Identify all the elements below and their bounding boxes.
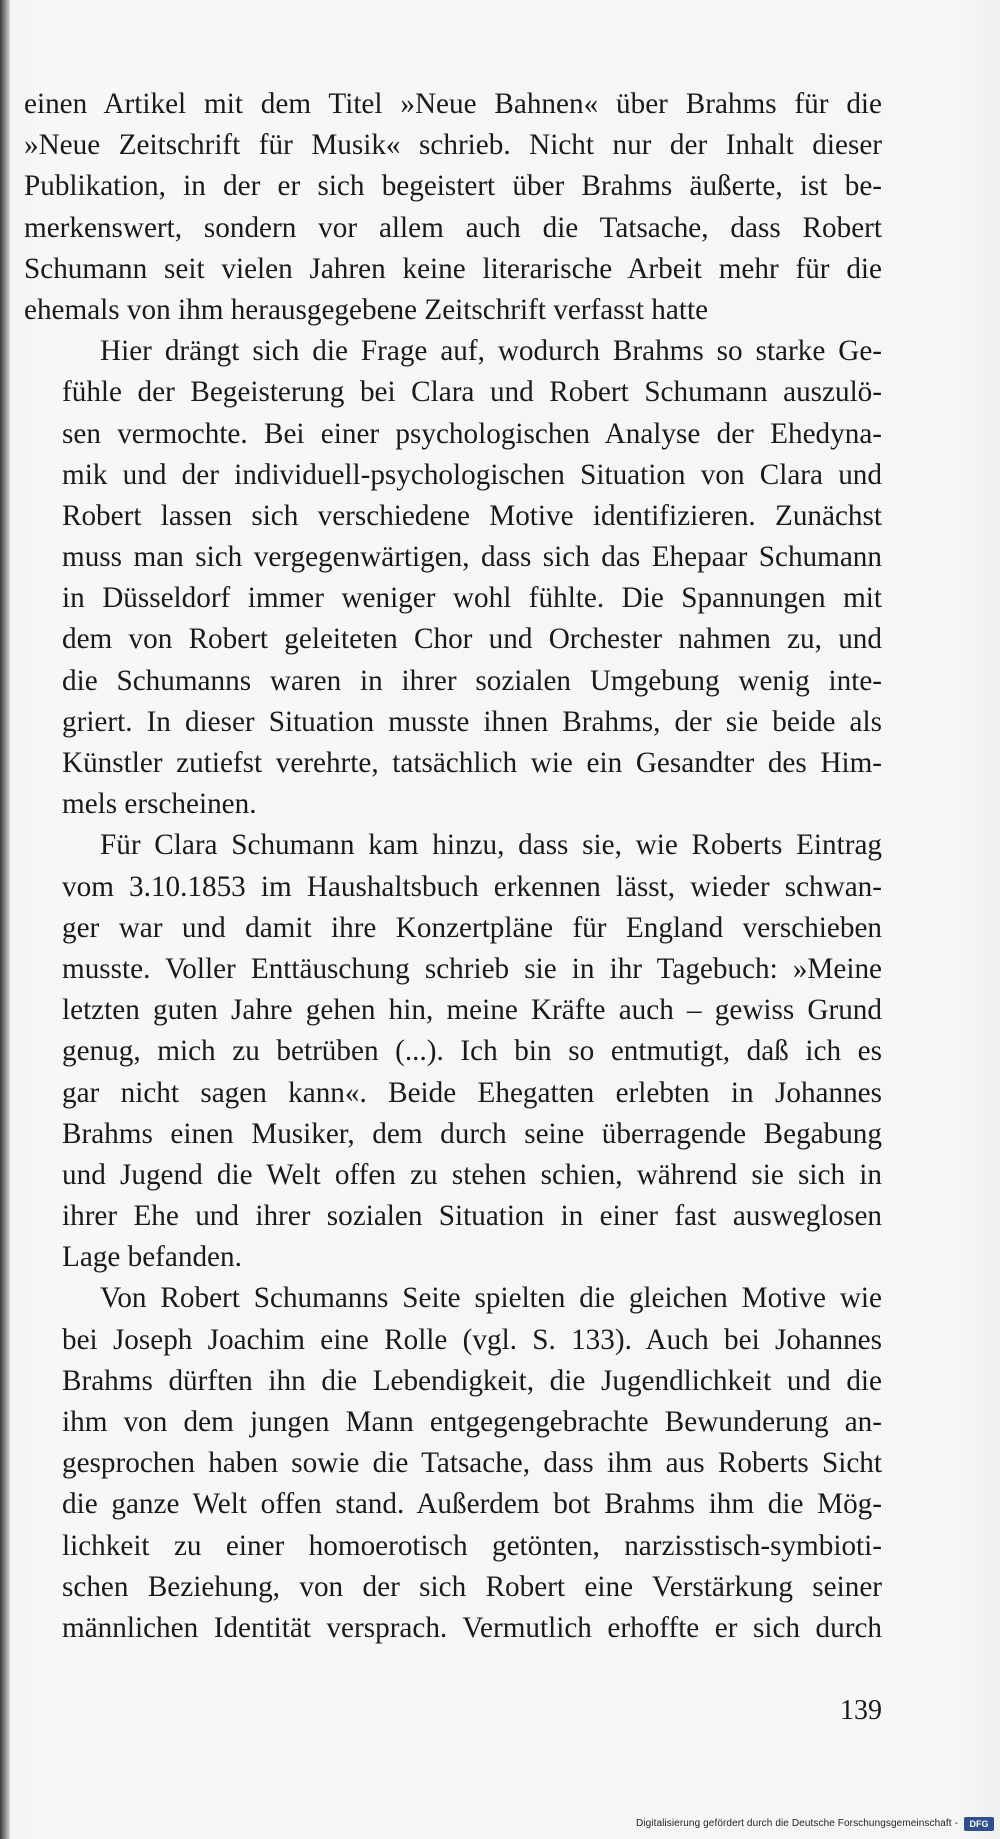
text-line: ehemals von ihm herausgegebene Zeitschrift verfasst hatte [24, 293, 709, 326]
text-line: Publikation, in der er sich begeistert über Brahms äußerte, ist be- [24, 170, 882, 203]
text-line: »Neue Zeitschrift für Musik« schrieb. Nicht nur der Inhalt dieser [24, 129, 882, 162]
paragraph-3 [24, 825, 882, 1278]
text-line: die ganze Welt offen stand. Außerdem bot Brahms ihm die Mög- [62, 1488, 882, 1521]
text-line: in Düsseldorf immer weniger wohl fühlte. Die Spannungen mit [62, 582, 882, 615]
text-line: gesprochen haben sowie die Tatsache, dass ihm aus Roberts Sicht [62, 1447, 882, 1480]
text-line: musste. Voller Enttäuschung schrieb sie in ihr Tagebuch: »Meine [62, 952, 882, 985]
digitization-credit [636, 1818, 958, 1829]
text-line: die Schumanns waren in ihrer sozialen Umgebung wenig inte- [62, 664, 882, 697]
text-line: Robert lassen sich verschiedene Motive identifizieren. Zunächst [62, 499, 882, 532]
text-line: einen Artikel mit dem Titel »Neue Bahnen« über Brahms für die [24, 88, 882, 120]
text-line: Künstler zutiefst verehrte, tatsächlich wie ein Gesandter des Him- [62, 747, 882, 779]
paragraph-1 [24, 84, 882, 331]
text-line: griert. In dieser Situation musste ihnen Brahms, der sie beide als [62, 705, 882, 738]
text-line: lichkeit zu einer homoerotisch getönten, narzisstisch-symbioti- [62, 1529, 882, 1562]
text-line: letzten guten Jahre gehen hin, meine Kräfte auch – gewiss Grund [62, 994, 882, 1027]
text-line: bei Joseph Joachim eine Rolle (vgl. S. 133). Auch bei Johannes [62, 1323, 882, 1356]
text-line: schen Beziehung, von der sich Robert eine Verstärkung seiner [62, 1570, 882, 1603]
text-line: mels erscheinen. [62, 788, 257, 821]
text-line: Hier drängt sich die Frage auf, wodurch Brahms so starke Ge- [100, 335, 882, 368]
text-line: genug, mich zu betrüben (...). Ich bin so entmutigt, daß ich es [62, 1035, 882, 1068]
text-line: dem von Robert geleiteten Chor und Orchester nahmen zu, und [62, 623, 882, 656]
spine-shadow [0, 0, 10, 1839]
text-line: fühle der Begeisterung bei Clara und Robert Schumann auszulö- [62, 376, 882, 409]
dfg-logo-icon: DFG [964, 1817, 994, 1831]
text-line: Lage befanden. [62, 1241, 242, 1274]
text-line: merkenswert, sondern vor allem auch die Tatsache, dass Robert [24, 211, 882, 244]
body-text [24, 84, 882, 1649]
text-line: muss man sich vergegenwärtigen, dass sich das Ehepaar Schumann [62, 541, 882, 574]
text-line: Schumann seit vielen Jahren keine literarische Arbeit mehr für die [24, 252, 882, 285]
text-line: ihrer Ehe und ihrer sozialen Situation in einer fast ausweglosen [62, 1200, 882, 1233]
text-line: gar nicht sagen kann«. Beide Ehegatten erlebten in Johannes [62, 1076, 882, 1109]
paragraph-2 [24, 331, 882, 825]
page-number: 139 [840, 1695, 882, 1726]
text-line: Für Clara Schumann kam hinzu, dass sie, wie Roberts Eintrag [100, 829, 882, 862]
digitization-credit-text: Digitalisierung gefördert durch die Deutsche Forschungsgemeinschaft - [635, 1818, 958, 1829]
text-line: ihm von dem jungen Mann entgegengebrachte Bewunderung an- [62, 1406, 882, 1438]
text-line: Von Robert Schumanns Seite spielten die gleichen Motive wie [100, 1282, 882, 1315]
text-line: männlichen Identität versprach. Vermutlich erhoffte er sich durch [62, 1611, 882, 1644]
text-line: und Jugend die Welt offen zu stehen schien, während sie sich in [62, 1158, 882, 1191]
text-line: ger war und damit ihre Konzertpläne für England verschieben [62, 911, 882, 944]
text-line: Brahms dürften ihn die Lebendigkeit, die Jugendlichkeit und die [62, 1364, 882, 1397]
paragraph-4 [24, 1278, 882, 1649]
text-line: Brahms einen Musiker, dem durch seine überragende Begabung [62, 1117, 882, 1150]
text-line: vom 3.10.1853 im Haushaltsbuch erkennen lässt, wieder schwan- [62, 870, 882, 903]
text-line: mik und der individuell-psychologischen Situation von Clara und [62, 458, 882, 491]
text-line: sen vermochte. Bei einer psychologischen Analyse der Ehedyna- [62, 417, 882, 450]
